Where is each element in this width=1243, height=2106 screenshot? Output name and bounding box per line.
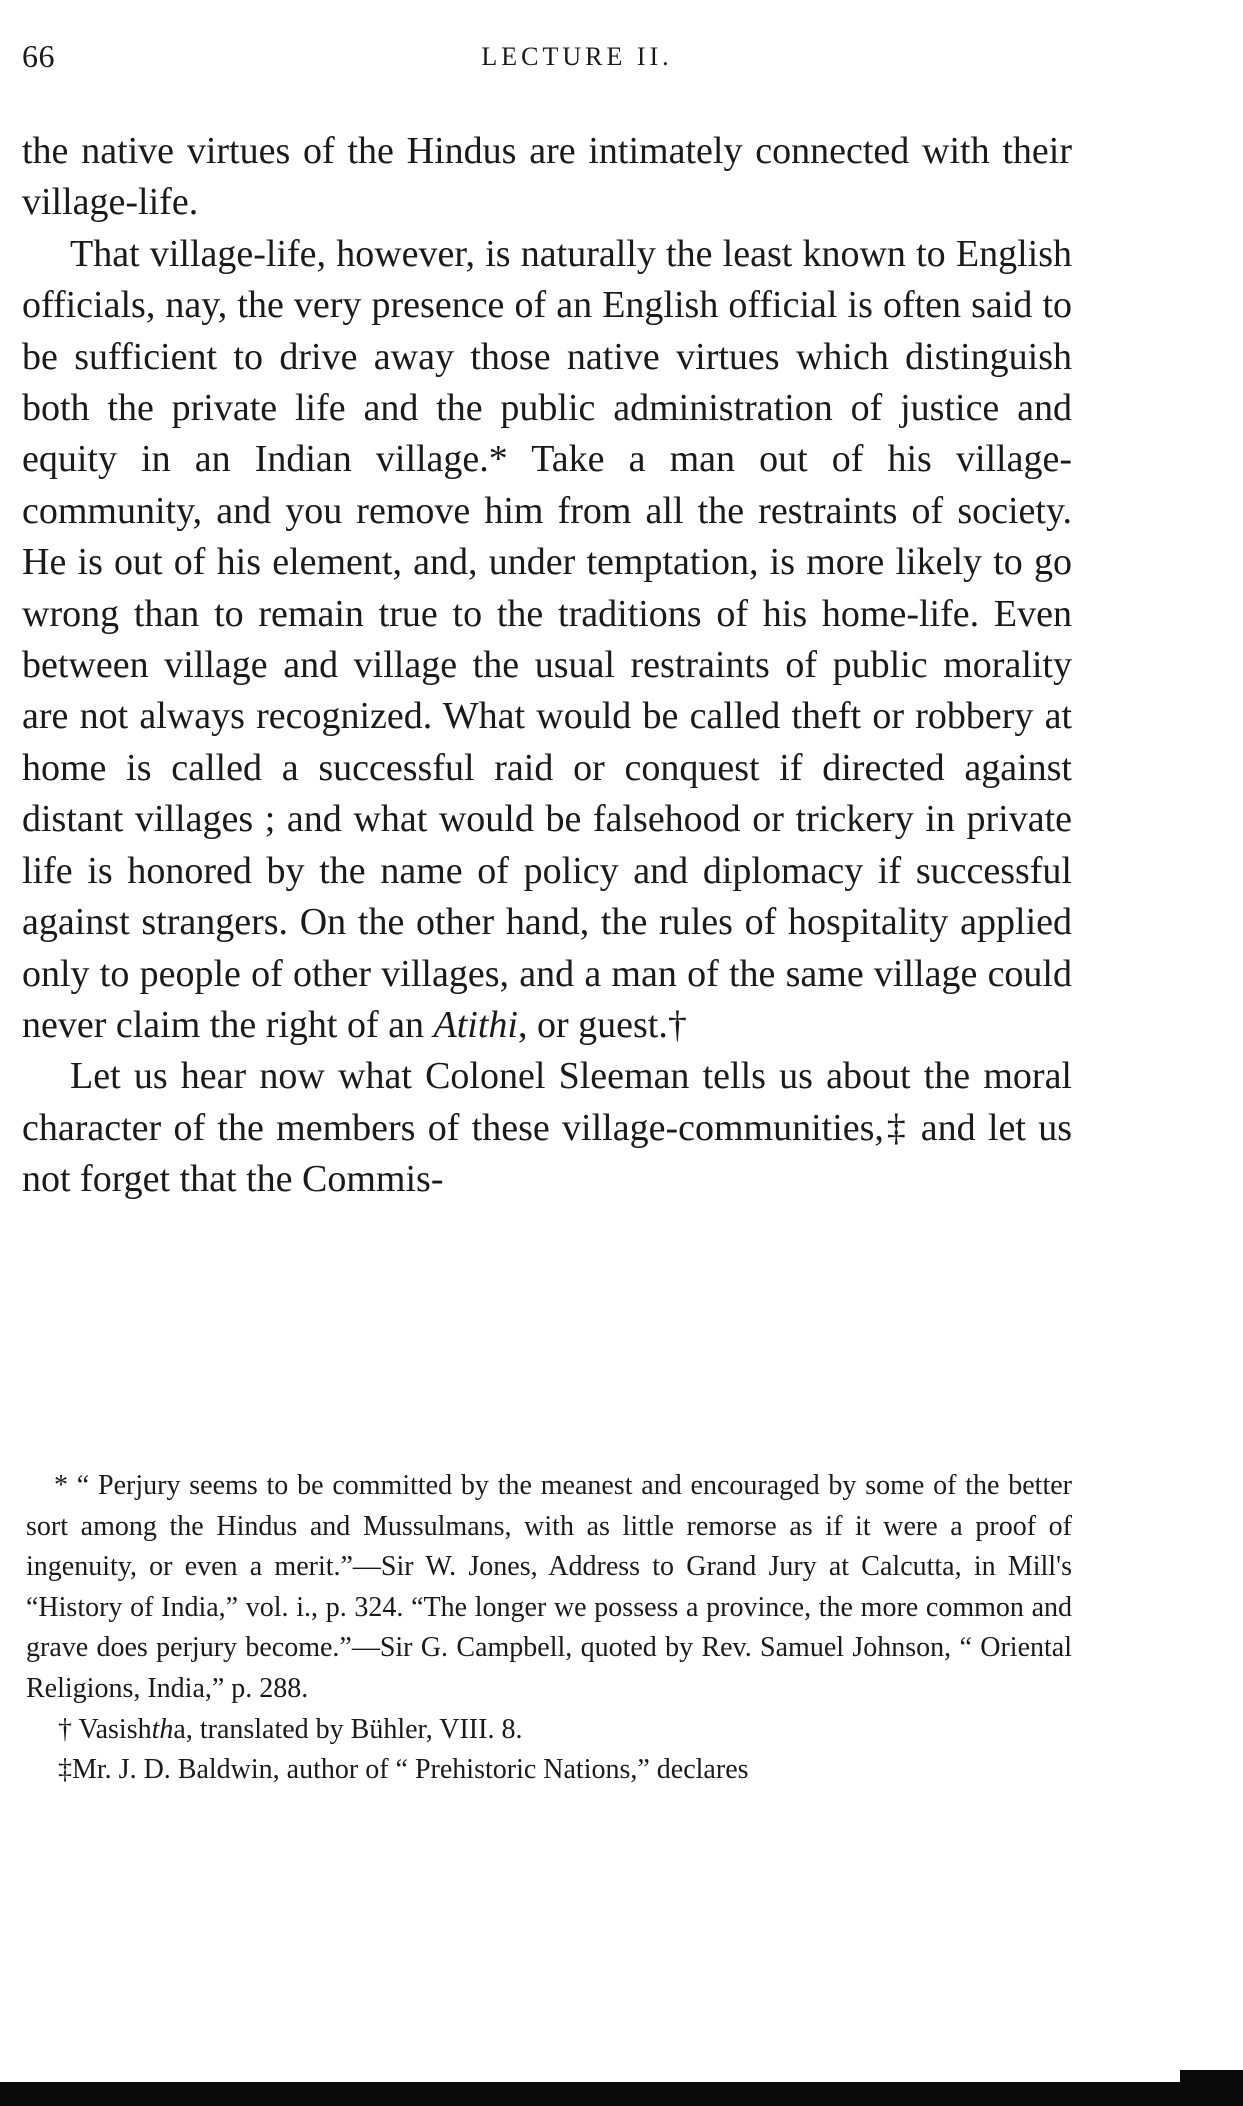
footnote-asterisk <box>26 1466 1072 1710</box>
footnote-dagger <box>26 1710 1072 1751</box>
paragraph-2-text-b: Take a man out of his village-community, and you remove him from all the restraints of society. He is out of his element, and, under temptation, is more likely to go wrong than to remain true to the traditions of his home-life. Even between village and village the usual restraints of public morality are not always recognized. What would be called theft or robbery at home is called a successful raid or conquest if directed against distant villages ; and what would be falsehood or trickery in private life is honored by the name of policy and diplomacy if successful against strangers. On the other hand, the rules of hospitality applied only to people of other villages, and a man of the same village could never claim the right of an <box>22 438 1073 1046</box>
scan-bottom-border <box>0 2082 1243 2106</box>
paragraph-1-text: the native virtues of the Hindus are intimately connected with their village-life. <box>22 130 1072 224</box>
footnote-3-mark: ‡ <box>58 1754 72 1786</box>
paragraph-sleeman <box>22 1051 1072 1205</box>
footnote-1-text: “ Perjury seems to be committed by the meanest and encouraged by some of the better sort among the Hindus and Mussulmans, with as little remorse as if it were a proof of ingenuity, or even a merit.”—Sir W. Jones, Address to Grand Jury at Calcutta, in Mill's “History of India,” vol. i., p. 324. “The longer we possess a province, the more common and grave does perjury become.”—Sir G. Campbell, quoted by Rev. Samuel Johnson, “ Oriental Religions, India,” p. 288. <box>26 1470 1072 1704</box>
footnote-ref-asterisk: * <box>488 438 508 481</box>
page-number: 66 <box>22 38 55 74</box>
italic-term-atithi: Atithi <box>433 1003 518 1046</box>
footnote-1-mark: * <box>54 1470 68 1501</box>
paragraph-2-text-a: That village-life, however, is naturally the least known to English officials, nay, the very presence of an English official is often said to be sufficient to drive away those native virtues which distinguish both the private life and the public administration of justice and equity in an Indian village. <box>22 232 1072 481</box>
page-header <box>22 38 1072 78</box>
paragraph-3-text-a: Let us hear now what Colonel Sleeman tells us about the moral character of the members of these village-communities, <box>22 1055 1072 1149</box>
paragraph-village-life <box>22 229 1072 1052</box>
footnote-2-mark: † <box>58 1713 72 1745</box>
footnote-double-dagger <box>26 1750 1072 1791</box>
paragraph-2-text-c: , or guest. <box>517 1003 668 1046</box>
footnote-2-text-a: Vasish <box>72 1713 152 1745</box>
footnote-ref-dagger: † <box>667 1003 687 1046</box>
footnote-ref-double-dagger: ‡ <box>883 1106 909 1149</box>
footnote-2-text-b: a, translated by Bühler, VIII. 8. <box>173 1713 523 1745</box>
paragraph-continued <box>22 126 1072 229</box>
footnote-3-text: Mr. J. D. Baldwin, author of “ Prehistoric Nations,” declares <box>72 1754 749 1786</box>
footnote-2-italic: th <box>151 1713 174 1745</box>
body-text <box>22 126 1072 1206</box>
footnotes <box>26 1466 1072 1791</box>
running-head: LECTURE II. <box>481 42 673 71</box>
paragraph-3-text-b: and let us not forget that the Commis- <box>22 1106 1073 1201</box>
